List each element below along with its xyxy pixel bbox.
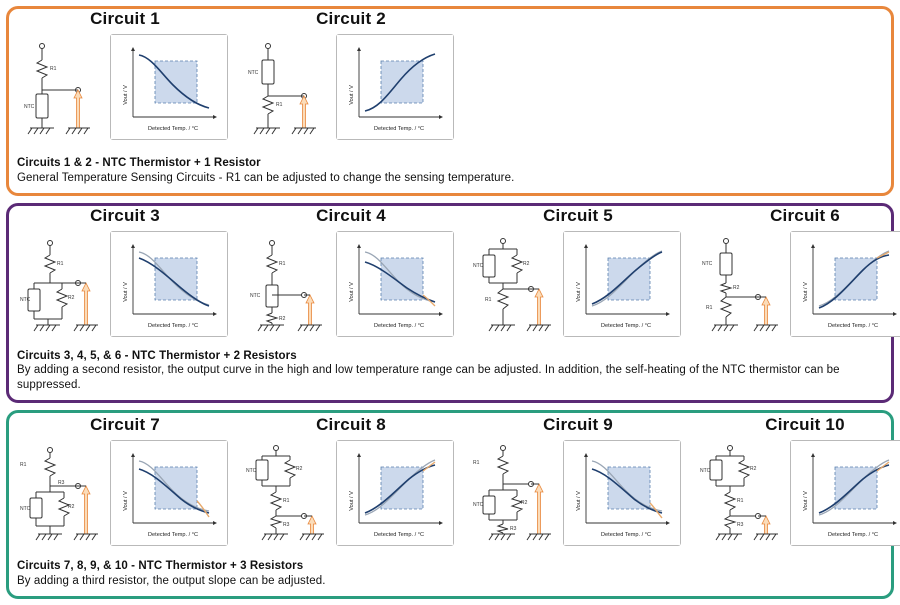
group-3-caption-sub: By adding a third resistor, the output slope can be adjusted.	[17, 574, 326, 587]
schematic-label-ntc: NTC	[702, 261, 713, 267]
schematic-label-ntc: NTC	[24, 104, 35, 110]
circuit-9-schematic	[473, 440, 559, 546]
circuit-10-title: Circuit 10	[765, 415, 845, 434]
circuit-2-plot	[336, 34, 454, 140]
circuit-cell-10	[700, 414, 900, 546]
schematic-label-r3: R3	[737, 522, 744, 528]
schematic-label-r1: R1	[737, 498, 744, 504]
svg-text:Vout / V: Vout / V	[349, 282, 355, 302]
circuit-10-body	[700, 440, 900, 546]
circuit-8-title: Circuit 8	[316, 415, 386, 434]
schematic-label-ntc: NTC	[700, 468, 711, 474]
circuit-7-schematic	[20, 440, 106, 546]
svg-text:Vout / V: Vout / V	[123, 282, 129, 302]
schematic-label-r1: R1	[20, 462, 27, 468]
schematic-label-r1: R1	[283, 498, 290, 504]
circuit-cell-2	[246, 8, 456, 140]
circuit-cell-7	[20, 414, 230, 546]
circuit-cell-6	[700, 205, 900, 337]
schematic-label-ntc: NTC	[473, 263, 484, 269]
svg-text:Detected Temp. / °C: Detected Temp. / °C	[147, 126, 199, 132]
circuit-8-schematic	[246, 440, 332, 546]
svg-text:Detected Temp. / °C: Detected Temp. / °C	[373, 532, 425, 538]
circuit-cell-5	[473, 205, 683, 337]
circuit-10-schematic	[700, 440, 786, 546]
circuit-5-plot	[563, 231, 681, 337]
circuit-6-schematic	[700, 231, 786, 337]
group-2-caption-sub: By adding a second resistor, the output curve in the high and low temperature range can be adjusted. In addition, the self-heating of the NTC thermistor can be suppressed.	[17, 364, 840, 391]
circuit-3-body	[20, 231, 230, 337]
circuit-6-body	[700, 231, 900, 337]
svg-text:Detected Temp. / °C: Detected Temp. / °C	[827, 532, 879, 538]
group-1-caption-sub: General Temperature Sensing Circuits - R1 can be adjusted to change the sensing temperature.	[17, 171, 515, 184]
circuit-7-body	[20, 440, 230, 546]
group-1-caption-main: Circuits 1 & 2 - NTC Thermistor + 1 Resistor	[17, 157, 261, 169]
circuit-cell-4	[246, 205, 456, 337]
schematic-label-r1: R1	[473, 460, 480, 466]
schematic-label-r2: R2	[521, 500, 528, 506]
schematic-label-r1: R1	[276, 102, 283, 108]
svg-text:Detected Temp. / °C: Detected Temp. / °C	[147, 323, 199, 329]
schematic-label-ntc: NTC	[248, 70, 259, 76]
svg-text:Detected Temp. / °C: Detected Temp. / °C	[600, 532, 652, 538]
circuit-5-title: Circuit 5	[543, 206, 613, 225]
svg-text:Vout / V: Vout / V	[576, 491, 582, 511]
circuit-2-schematic	[246, 34, 332, 140]
circuit-9-title: Circuit 9	[543, 415, 613, 434]
circuit-6-title: Circuit 6	[770, 206, 840, 225]
circuit-cell-1	[20, 8, 230, 140]
schematic-label-r1: R1	[706, 305, 713, 311]
schematic-label-ntc: NTC	[250, 293, 261, 299]
svg-text:Vout / V: Vout / V	[803, 491, 809, 511]
circuit-2-title: Circuit 2	[316, 9, 386, 28]
circuit-5-body	[473, 231, 683, 337]
circuit-1-title: Circuit 1	[90, 9, 160, 28]
svg-text:Detected Temp. / °C: Detected Temp. / °C	[600, 323, 652, 329]
circuit-3-plot	[110, 231, 228, 337]
circuit-1-schematic	[20, 34, 106, 140]
schematic-label-ntc: NTC	[20, 506, 31, 512]
circuit-4-plot	[336, 231, 454, 337]
circuit-1-body	[20, 34, 230, 140]
schematic-label-r2: R2	[68, 295, 75, 301]
schematic-label-r1: R1	[57, 261, 64, 267]
svg-text:Vout / V: Vout / V	[349, 85, 355, 105]
circuit-7-title: Circuit 7	[90, 415, 160, 434]
svg-text:Vout / V: Vout / V	[803, 282, 809, 302]
svg-text:Detected Temp. / °C: Detected Temp. / °C	[827, 323, 879, 329]
circuit-10-plot	[790, 440, 900, 546]
group-3-caption-main: Circuits 7, 8, 9, & 10 - NTC Thermistor + 3 Resistors	[17, 560, 304, 572]
schematic-label-ntc: NTC	[246, 468, 257, 474]
schematic-label-r2: R2	[279, 316, 286, 322]
circuit-cell-8	[246, 414, 456, 546]
group-1-caption	[17, 156, 883, 185]
circuit-3-schematic	[20, 231, 106, 337]
schematic-label-r1: R1	[279, 261, 286, 267]
circuit-2-body	[246, 34, 456, 140]
circuit-9-body	[473, 440, 683, 546]
svg-text:Detected Temp. / °C: Detected Temp. / °C	[373, 126, 425, 132]
svg-text:Vout / V: Vout / V	[123, 85, 129, 105]
schematic-label-r2: R2	[523, 261, 530, 267]
circuit-6-plot	[790, 231, 900, 337]
svg-text:Detected Temp. / °C: Detected Temp. / °C	[373, 323, 425, 329]
schematic-label-r2: R2	[68, 504, 75, 510]
circuit-9-plot	[563, 440, 681, 546]
schematic-label-r3: R3	[510, 526, 517, 532]
group-2-caption	[17, 349, 883, 393]
schematic-label-ntc: NTC	[473, 502, 484, 508]
group-2-caption-main: Circuits 3, 4, 5, & 6 - NTC Thermistor + 2 Resistors	[17, 349, 297, 362]
circuit-1-plot	[110, 34, 228, 140]
svg-text:Vout / V: Vout / V	[123, 491, 129, 511]
circuit-8-body	[246, 440, 456, 546]
circuit-7-plot	[110, 440, 228, 546]
schematic-label-r1: R1	[485, 297, 492, 303]
circuit-cell-9	[473, 414, 683, 546]
svg-text:Detected Temp. / °C: Detected Temp. / °C	[147, 532, 199, 538]
circuit-cell-3	[20, 205, 230, 337]
svg-text:Vout / V: Vout / V	[576, 282, 582, 302]
circuit-4-title: Circuit 4	[316, 206, 386, 225]
svg-text:Vout / V: Vout / V	[349, 491, 355, 511]
circuit-3-title: Circuit 3	[90, 206, 160, 225]
schematic-label-r2: R2	[750, 466, 757, 472]
schematic-label-r2: R2	[296, 466, 303, 472]
schematic-label-ntc: NTC	[20, 297, 31, 303]
circuit-5-schematic	[473, 231, 559, 337]
circuit-4-schematic	[246, 231, 332, 337]
schematic-label-r1: R1	[50, 66, 57, 72]
schematic-label-r3: R3	[283, 522, 290, 528]
circuit-4-body	[246, 231, 456, 337]
schematic-label-r2: R2	[733, 285, 740, 291]
circuit-8-plot	[336, 440, 454, 546]
schematic-label-r3: R3	[58, 480, 65, 486]
group-3-caption	[17, 559, 883, 588]
